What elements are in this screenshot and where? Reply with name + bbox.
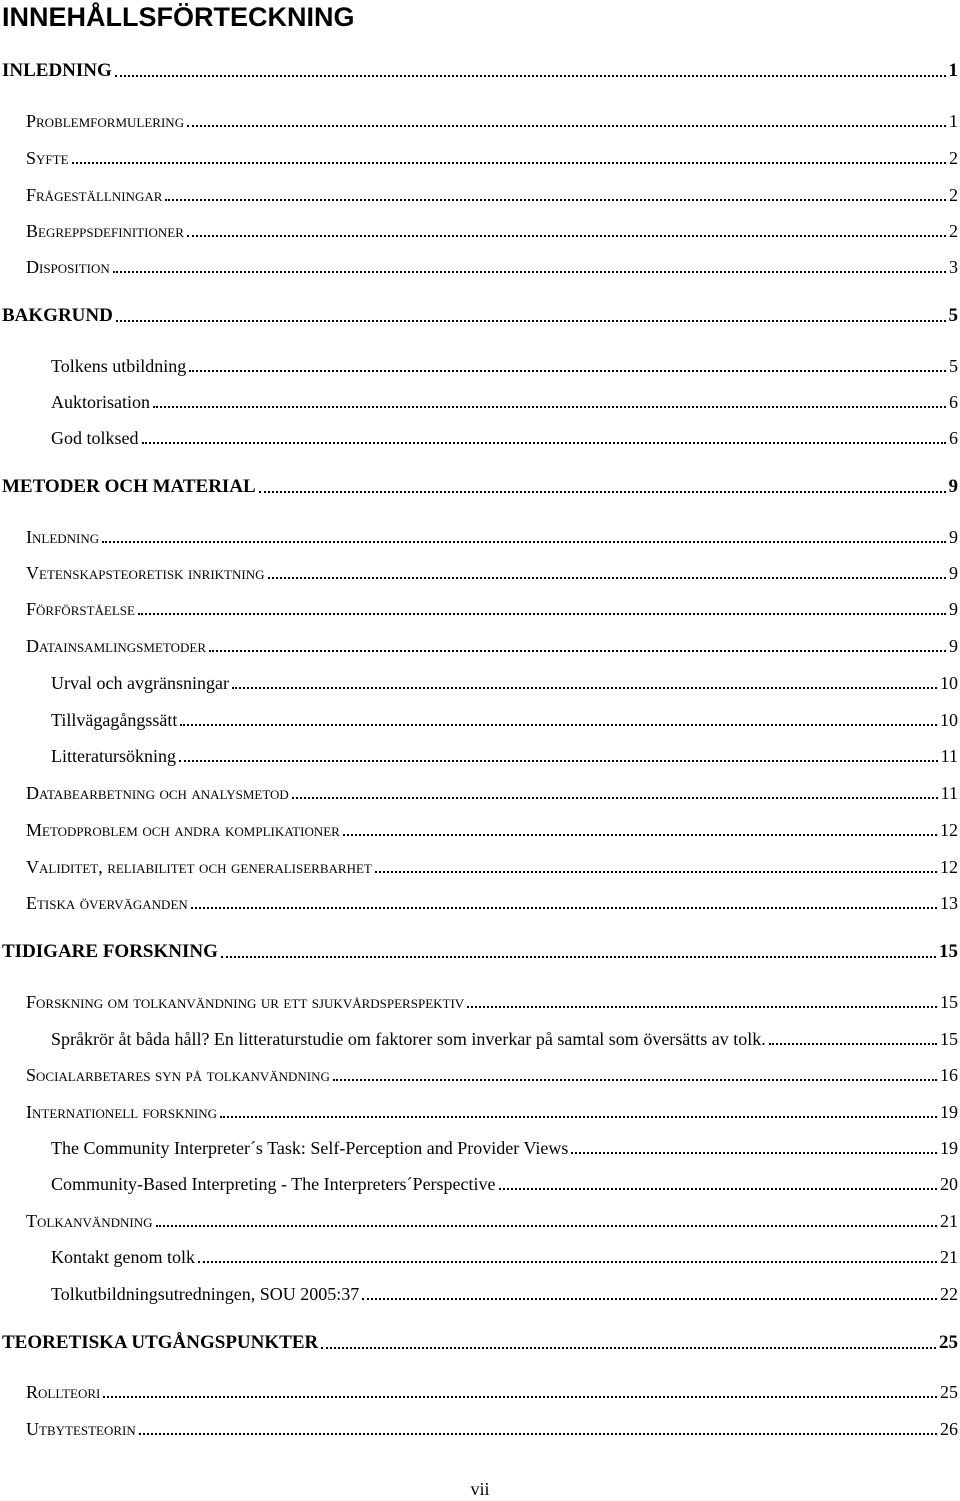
toc-entry-title: Etiska överväganden [26, 893, 188, 913]
toc-entry-page: 9 [949, 563, 958, 583]
toc-entry-page: 5 [949, 356, 958, 376]
toc-entry-title: Community-Based Interpreting - The Interpreters´Perspective [51, 1174, 496, 1194]
toc-entry-page: 9 [949, 527, 958, 547]
toc-leader-dots [268, 576, 947, 579]
toc-entry[interactable] [2, 1332, 960, 1354]
toc-entry[interactable] [2, 60, 960, 82]
toc-entry[interactable] [26, 184, 960, 206]
toc-entry-page: 15 [940, 1029, 958, 1049]
toc-entry-page: 10 [940, 673, 958, 693]
toc-entry-title: Litteratursökning [51, 746, 176, 766]
toc-leader-dots [138, 612, 946, 615]
toc-entry-page: 9 [949, 636, 958, 656]
toc-entry-title: METODER OCH MATERIAL [2, 476, 256, 497]
toc-entry-page: 11 [940, 783, 958, 803]
toc-leader-dots [259, 490, 946, 493]
toc-entry[interactable] [2, 305, 960, 327]
toc-entry[interactable] [26, 819, 960, 841]
toc-entry[interactable] [51, 355, 960, 377]
toc-leader-dots [139, 1432, 937, 1435]
toc-leader-dots [292, 796, 938, 799]
page-title: INNEHÅLLSFÖRTECKNING [2, 2, 355, 32]
toc-entry-page: 21 [940, 1247, 958, 1267]
toc-entry-title: Rollteori [26, 1382, 101, 1402]
toc-entry-title: Frågeställningar [26, 185, 163, 205]
toc-entry-title: Disposition [26, 257, 110, 277]
toc-leader-dots [180, 723, 937, 726]
toc-entry[interactable] [51, 427, 960, 449]
toc-leader-dots [113, 270, 946, 273]
toc-entry[interactable] [2, 941, 960, 963]
toc-entry-title: TEORETISKA UTGÅNGSPUNKTER [2, 1332, 319, 1353]
toc-entry-title: Kontakt genom tolk [51, 1247, 195, 1267]
toc-entry-title: Validitet, reliabilitet och generaliserbarhet [26, 857, 372, 877]
toc-entry-page: 16 [940, 1065, 958, 1085]
toc-entry-page: 22 [940, 1284, 958, 1304]
toc-entry[interactable] [51, 1137, 960, 1159]
toc-entry-page: 13 [940, 893, 958, 913]
toc-entry-page: 25 [939, 1332, 958, 1353]
toc-leader-dots [571, 1151, 937, 1154]
toc-leader-dots [142, 441, 947, 444]
toc-entry-page: 5 [948, 305, 958, 326]
toc-entry-title: The Community Interpreter´s Task: Self-Perception and Provider Views [51, 1138, 569, 1158]
toc-leader-dots [769, 1042, 937, 1045]
toc-leader-dots [375, 870, 937, 873]
toc-leader-dots [343, 833, 937, 836]
toc-entry[interactable] [51, 1283, 960, 1305]
toc-leader-dots [189, 369, 946, 372]
toc-entry-page: 11 [940, 746, 958, 766]
toc-leader-dots [116, 319, 946, 322]
toc-entry[interactable] [26, 256, 960, 278]
toc-leader-dots [165, 198, 946, 201]
toc-entry-page: 12 [940, 857, 958, 877]
toc-entry-title: Tillvägagångssätt [51, 710, 178, 730]
toc-entry-page: 1 [948, 60, 958, 81]
toc-entry-title: Metodproblem och andra komplikationer [26, 820, 340, 840]
toc-leader-dots [115, 74, 946, 77]
toc-leader-dots [156, 1224, 937, 1227]
toc-entry[interactable] [26, 1210, 960, 1232]
toc-entry[interactable] [51, 672, 960, 694]
toc-entry-page: 2 [949, 185, 958, 205]
toc-entry-title: Syfte [26, 148, 69, 168]
toc-leader-dots [102, 540, 946, 543]
toc-entry[interactable] [26, 635, 960, 657]
toc-entry-title: Forskning om tolkanvändning ur ett sjukvårdsperspektiv [26, 992, 465, 1012]
toc-entry-page: 6 [949, 392, 958, 412]
toc-entry-title: Urval och avgränsningar [51, 673, 229, 693]
toc-entry-page: 3 [949, 257, 958, 277]
toc-entry-title: Internationell forskning [26, 1102, 218, 1122]
toc-entry[interactable] [26, 1101, 960, 1123]
toc-entry[interactable] [51, 1246, 960, 1268]
toc-entry[interactable] [51, 1173, 960, 1195]
toc-entry-page: 9 [949, 599, 958, 619]
toc-entry-title: Tolkens utbildning [51, 356, 187, 376]
toc-entry[interactable] [26, 991, 960, 1013]
toc-entry-page: 1 [949, 111, 958, 131]
toc-entry-page: 19 [940, 1138, 958, 1158]
toc-entry[interactable] [26, 782, 960, 804]
toc-leader-dots [321, 1346, 936, 1349]
toc-entry-page: 21 [940, 1211, 958, 1231]
toc-entry-page: 10 [940, 710, 958, 730]
toc-entry-page: 25 [940, 1382, 958, 1402]
toc-entry-title: Språkrör åt båda håll? En litteraturstudie om faktorer som inverkar på samtal som översätts av tolk. [51, 1029, 766, 1049]
toc-leader-dots [499, 1187, 937, 1190]
toc-entry-title: Datainsamlingsmetoder [26, 636, 206, 656]
toc-entry-page: 20 [940, 1174, 958, 1194]
toc-entry[interactable] [26, 220, 960, 242]
toc-leader-dots [187, 124, 946, 127]
toc-entry-title: Tolkutbildningsutredningen, SOU 2005:37 [51, 1284, 360, 1304]
toc-leader-dots [103, 1395, 937, 1398]
toc-entry[interactable] [26, 1418, 960, 1440]
toc-entry[interactable] [51, 745, 960, 767]
toc-entry-title: Utbytesteorin [26, 1419, 136, 1439]
toc-entry[interactable] [26, 598, 960, 620]
toc-entry-page: 15 [940, 992, 958, 1012]
toc-entry-title: Socialarbetares syn på tolkanvändning [26, 1065, 330, 1085]
toc-leader-dots [179, 759, 938, 762]
toc-entry-title: BAKGRUND [2, 305, 113, 326]
toc-leader-dots [232, 686, 937, 689]
toc-entry[interactable] [26, 892, 960, 914]
toc-entry-page: 2 [949, 221, 958, 241]
toc-entry-title: TIDIGARE FORSKNING [2, 941, 218, 962]
toc-entry-page: 26 [940, 1419, 958, 1439]
toc-entry-title: INLEDNING [2, 60, 112, 81]
toc-entry[interactable] [26, 110, 960, 132]
toc-entry-page: 12 [940, 820, 958, 840]
toc-entry-title: Inledning [26, 527, 100, 547]
toc-entry-page: 2 [949, 148, 958, 168]
toc-leader-dots [467, 1005, 937, 1008]
toc-leader-dots [187, 234, 946, 237]
toc-entry-page: 15 [939, 941, 958, 962]
toc-entry[interactable] [26, 1381, 960, 1403]
toc-entry-title: Tolkanvändning [26, 1211, 153, 1231]
toc-leader-dots [209, 649, 946, 652]
toc-leader-dots [333, 1078, 937, 1081]
toc-leader-dots [221, 955, 936, 958]
toc-entry[interactable] [51, 709, 960, 731]
toc-entry-title: God tolksed [51, 428, 139, 448]
toc-entry[interactable] [26, 1064, 960, 1086]
toc-leader-dots [153, 405, 946, 408]
toc-leader-dots [220, 1115, 937, 1118]
toc-entry-title: Auktorisation [51, 392, 150, 412]
toc-leader-dots [72, 161, 946, 164]
toc-entry[interactable] [26, 856, 960, 878]
toc-leader-dots [198, 1260, 937, 1263]
page-number: vii [470, 1479, 490, 1499]
toc-entry-page: 19 [940, 1102, 958, 1122]
toc-entry-page: 6 [949, 428, 958, 448]
toc-entry[interactable] [51, 1028, 960, 1050]
toc-entry-title: Begreppsdefinitioner [26, 221, 184, 241]
toc-entry[interactable] [26, 147, 960, 169]
toc-leader-dots [362, 1297, 937, 1300]
toc-entry-title: Förförståelse [26, 599, 135, 619]
toc-entry-title: Databearbetning och analysmetod [26, 783, 289, 803]
toc-entry[interactable] [51, 391, 960, 413]
toc-entry[interactable] [2, 476, 960, 498]
toc-entry-title: Problemformulering [26, 111, 185, 131]
toc-entry-title: Vetenskapsteoretisk inriktning [26, 563, 265, 583]
toc-entry[interactable] [26, 526, 960, 548]
toc-entry-page: 9 [948, 476, 958, 497]
toc-leader-dots [191, 906, 937, 909]
toc-entry[interactable] [26, 562, 960, 584]
